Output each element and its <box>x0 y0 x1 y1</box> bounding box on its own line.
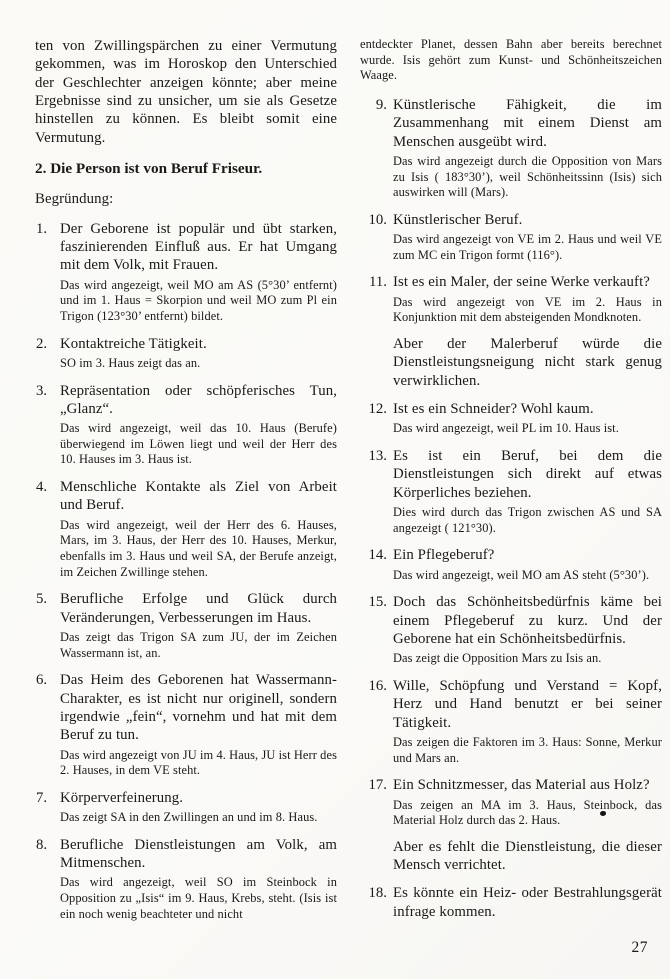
list-item <box>35 382 337 469</box>
list-item <box>35 590 337 661</box>
item-title: Berufliche Erfolge und Glück durch Veränderungen, Verbesserungen im Haus. <box>60 591 337 626</box>
item-number: 14. <box>368 547 387 564</box>
ink-spot <box>600 811 606 816</box>
item-title: Repräsentation oder schöpferisches Tun, „Glanz“. <box>60 382 337 417</box>
item-number: 18. <box>368 885 387 902</box>
item-number: 7. <box>36 789 48 806</box>
list-item <box>35 335 337 372</box>
item-title: Körperverfeinerung. <box>60 789 184 806</box>
item-number: 5. <box>36 591 48 608</box>
item-note: Das wird angezeigt von JU im 4. Haus, JU ist Herr des 2. Hauses, in dem VE steht. <box>60 747 337 778</box>
item-note: Das wird angezeigt, weil MO am AS (5°30’ entfernt) und im 1. Haus = Skorpion und weil MO zum Pl ein Trigon (123°30’ entfernt) bildet. <box>60 277 337 323</box>
item-note: Das wird angezeigt, weil MO am AS steht (5°30’). <box>393 567 650 582</box>
intro-paragraph: ten von Zwillingspärchen zu einer Vermutung gekommen, was im Horoskop den Unterschied der Geschlechter anzeigen könnte; aber meine Ergebnisse sind zu unsicher, um sie als Gesetze hinstellen zu können. Es bleibt somit eine Vermutung. <box>35 38 337 146</box>
item-number: 2. <box>36 335 48 352</box>
item-number: 3. <box>36 382 48 399</box>
item-note: Das wird angezeigt, weil das 10. Haus (Berufe) überwiegend im Löwen liegt und weil der Herr des 10. Hauses im 3. Haus ist. <box>60 421 337 467</box>
item-note: Das wird angezeigt von VE im 2. Haus und weil VE zum MC ein Trigon formt (116°). <box>393 232 662 262</box>
item-number: 4. <box>36 479 48 496</box>
item-note: Das zeigen die Faktoren im 3. Haus: Sonne, Merkur und Mars an. <box>393 734 662 765</box>
list-item <box>360 447 662 536</box>
item-note: Das zeigen an MA im 3. Haus, Steinbock, das Material Holz durch das 2. Haus. <box>393 797 662 828</box>
item-number: 15. <box>368 594 387 611</box>
item-number: 11. <box>369 274 387 291</box>
item-title: Das Heim des Geborenen hat Wassermann-Charakter, es ist nicht nur originell, sondern irgendwie „fein“, vornehm und hat mit dem Beruf zu tun. <box>60 672 337 744</box>
item-note: Dies wird durch das Trigon zwischen AS und SA angezeigt ( 121°30). <box>393 505 662 535</box>
item-number: 16. <box>368 677 387 694</box>
item-title: Der Geborene ist populär und übt starken, faszinierenden Einfluß aus. Er hat Umgang mit dem Volk, mit Frauen. <box>60 220 337 274</box>
list-item <box>360 776 662 874</box>
list-item <box>35 478 337 580</box>
item-title: Ein Pflegeberuf? <box>393 547 495 564</box>
item-note: Das wird angezeigt von VE im 2. Haus in Konjunktion mit dem absteigenden Mondknoten. <box>393 294 662 325</box>
item-number: 8. <box>36 836 48 853</box>
item-title: Ein Schnitzmesser, das Material aus Holz? <box>393 777 650 794</box>
item-title: Berufliche Dienstleistungen am Volk, am Mitmenschen. <box>60 836 337 872</box>
item-number: 17. <box>368 777 387 794</box>
list-item <box>360 677 662 766</box>
item-note: Das wird angezeigt durch die Opposition von Mars zu Isis ( 183°30’), weil Schönheitssinn (Isis) sich auswirken will (Mars). <box>393 153 662 200</box>
list-item <box>360 400 662 437</box>
list-item <box>360 593 662 667</box>
list-item <box>360 96 662 201</box>
continuation-paragraph: entdeckter Planet, dessen Bahn aber bereits berechnet wurde. Isis gehört zum Kunst- und Schönheitszeichen Waage. <box>360 37 662 83</box>
item-note: Das wird angezeigt, weil PL im 10. Haus ist. <box>393 421 619 436</box>
item-title: Künstlerische Fähigkeit, die im Zusammenhang mit einem Dienst am Menschen ausgeübt wird. <box>393 96 662 150</box>
item-number: 6. <box>36 672 48 689</box>
item-remark: Aber der Malerberuf würde die Dienstleistungsneigung nicht stark genug verwirklichen. <box>393 335 662 389</box>
item-title: Es ist ein Beruf, bei dem die Dienstleistungen sich direkt auf etwas Körperliches beziehen. <box>393 447 662 501</box>
item-title: Kontaktreiche Tätigkeit. <box>60 335 207 352</box>
list-item <box>360 211 662 264</box>
item-title: Wille, Schöpfung und Verstand = Kopf, Herz und Hand benutzt er bei seiner Tätigkeit. <box>393 677 662 731</box>
list-item <box>35 220 337 325</box>
item-note: Das wird angezeigt, weil SO im Steinbock in Opposition zu „Isis“ im 9. Haus, Krebs, steht. (Isis ist ein noch wenig beachteter und nicht <box>60 875 337 921</box>
list-item <box>35 789 337 826</box>
item-title: Ist es ein Schneider? Wohl kaum. <box>393 401 594 417</box>
list-item <box>360 273 662 390</box>
item-remark: Aber es fehlt die Dienstleistung, die dieser Mensch verrichtet. <box>393 838 662 874</box>
left-column <box>35 37 337 932</box>
item-note: Das wird angezeigt, weil der Herr des 6. Hauses, Mars, im 3. Haus, der Herr des 10. Hauses, Merkur, ebenfalls im 3. Haus und weil SA, der Berufe anzeigt, im Zeichen Zwillinge stehen. <box>60 517 337 579</box>
item-note: Das zeigt das Trigon SA zum JU, der im Zeichen Wassermann ist, an. <box>60 629 337 660</box>
item-title: Es könnte ein Heiz- oder Bestrahlungsgerät infrage kommen. <box>393 885 662 920</box>
right-column <box>360 37 662 932</box>
list-item <box>35 671 337 779</box>
item-number: 12. <box>368 401 387 417</box>
item-number: 9. <box>375 96 387 113</box>
page-number: 27 <box>631 939 648 956</box>
item-number: 13. <box>368 447 387 464</box>
item-note: SO im 3. Haus zeigt das an. <box>60 355 201 370</box>
item-number: 10. <box>368 211 387 228</box>
item-note: Das zeigt SA in den Zwillingen an und im 8. Haus. <box>60 810 318 825</box>
list-item <box>360 546 662 583</box>
list-item <box>360 884 662 921</box>
item-note: Das zeigt die Opposition Mars zu Isis an. <box>393 651 602 666</box>
begruendung-label: Begründung: <box>35 191 114 208</box>
item-title: Künstlerischer Beruf. <box>393 211 523 228</box>
item-title: Doch das Schönheitsbedürfnis käme bei einem Pflegeberuf zu kurz. Und der Geborene hat ein Schönheitsbedürfnis. <box>393 594 662 647</box>
item-title: Menschliche Kontakte als Ziel von Arbeit und Beruf. <box>60 479 337 514</box>
section-heading: 2. Die Person ist von Beruf Friseur. <box>35 160 263 178</box>
item-number: 1. <box>36 220 48 237</box>
list-item <box>35 836 337 923</box>
item-title: Ist es ein Maler, der seine Werke verkauft? <box>393 274 650 291</box>
